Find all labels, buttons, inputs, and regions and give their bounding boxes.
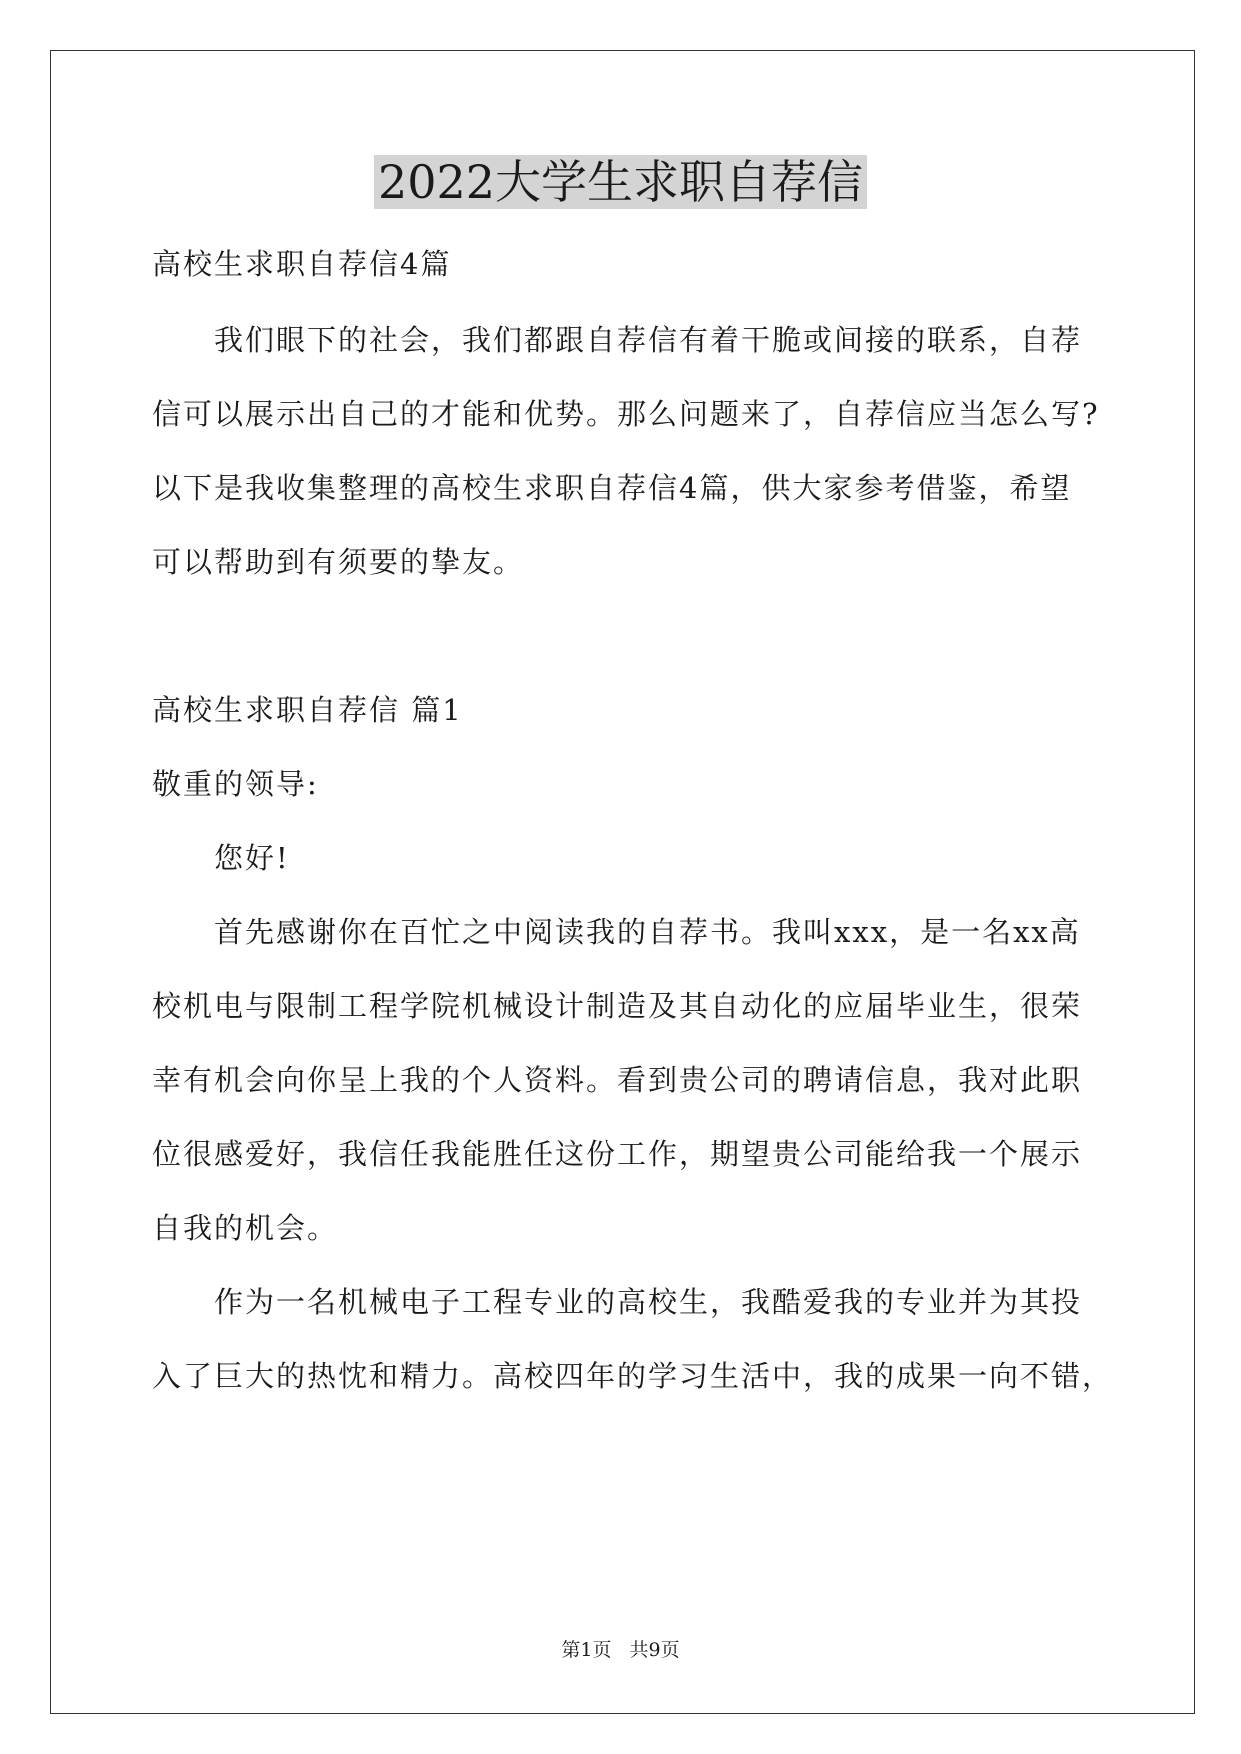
greeting: 您好! (214, 841, 290, 875)
text-line: 信可以展示出自己的才能和优势。那么问题来了，自荐信应当怎么写? (152, 397, 1100, 431)
text-line: 校机电与限制工程学院机械设计制造及其自动化的应届毕业生，很荣 (152, 989, 1083, 1023)
text-line: 高校生求职自荐信4篇 (152, 247, 452, 281)
text-line: 首先感谢你在百忙之中阅读我的自荐书。我叫xxx，是一名xx高 (214, 915, 1081, 949)
document-title: 2022大学生求职自荐信 (0, 150, 1241, 214)
text-line: 幸有机会向你呈上我的个人资料。看到贵公司的聘请信息，我对此职 (152, 1063, 1083, 1097)
text-line: 我们眼下的社会，我们都跟自荐信有着干脆或间接的联系，自荐 (214, 323, 1083, 357)
text-line: 位很感爱好，我信任我能胜任这份工作，期望贵公司能给我一个展示 (152, 1137, 1083, 1171)
section-heading: 高校生求职自荐信 篇1 (152, 693, 463, 727)
text-line: 自我的机会。 (152, 1211, 339, 1245)
salutation: 敬重的领导: (152, 767, 319, 801)
page-number: 第1页 (561, 1639, 612, 1661)
text-line: 可以帮助到有须要的挚友。 (152, 545, 525, 579)
text-line: 以下是我收集整理的高校生求职自荐信4篇，供大家参考借鉴，希望 (152, 471, 1072, 505)
text-line: 入了巨大的热忱和精力。高校四年的学习生活中，我的成果一向不错， (152, 1359, 1114, 1393)
page-border (50, 50, 1195, 1714)
page-total: 共9页 (629, 1639, 680, 1661)
page-footer (0, 1635, 1241, 1662)
text-line: 作为一名机械电子工程专业的高校生，我酷爱我的专业并为其投 (214, 1285, 1083, 1319)
